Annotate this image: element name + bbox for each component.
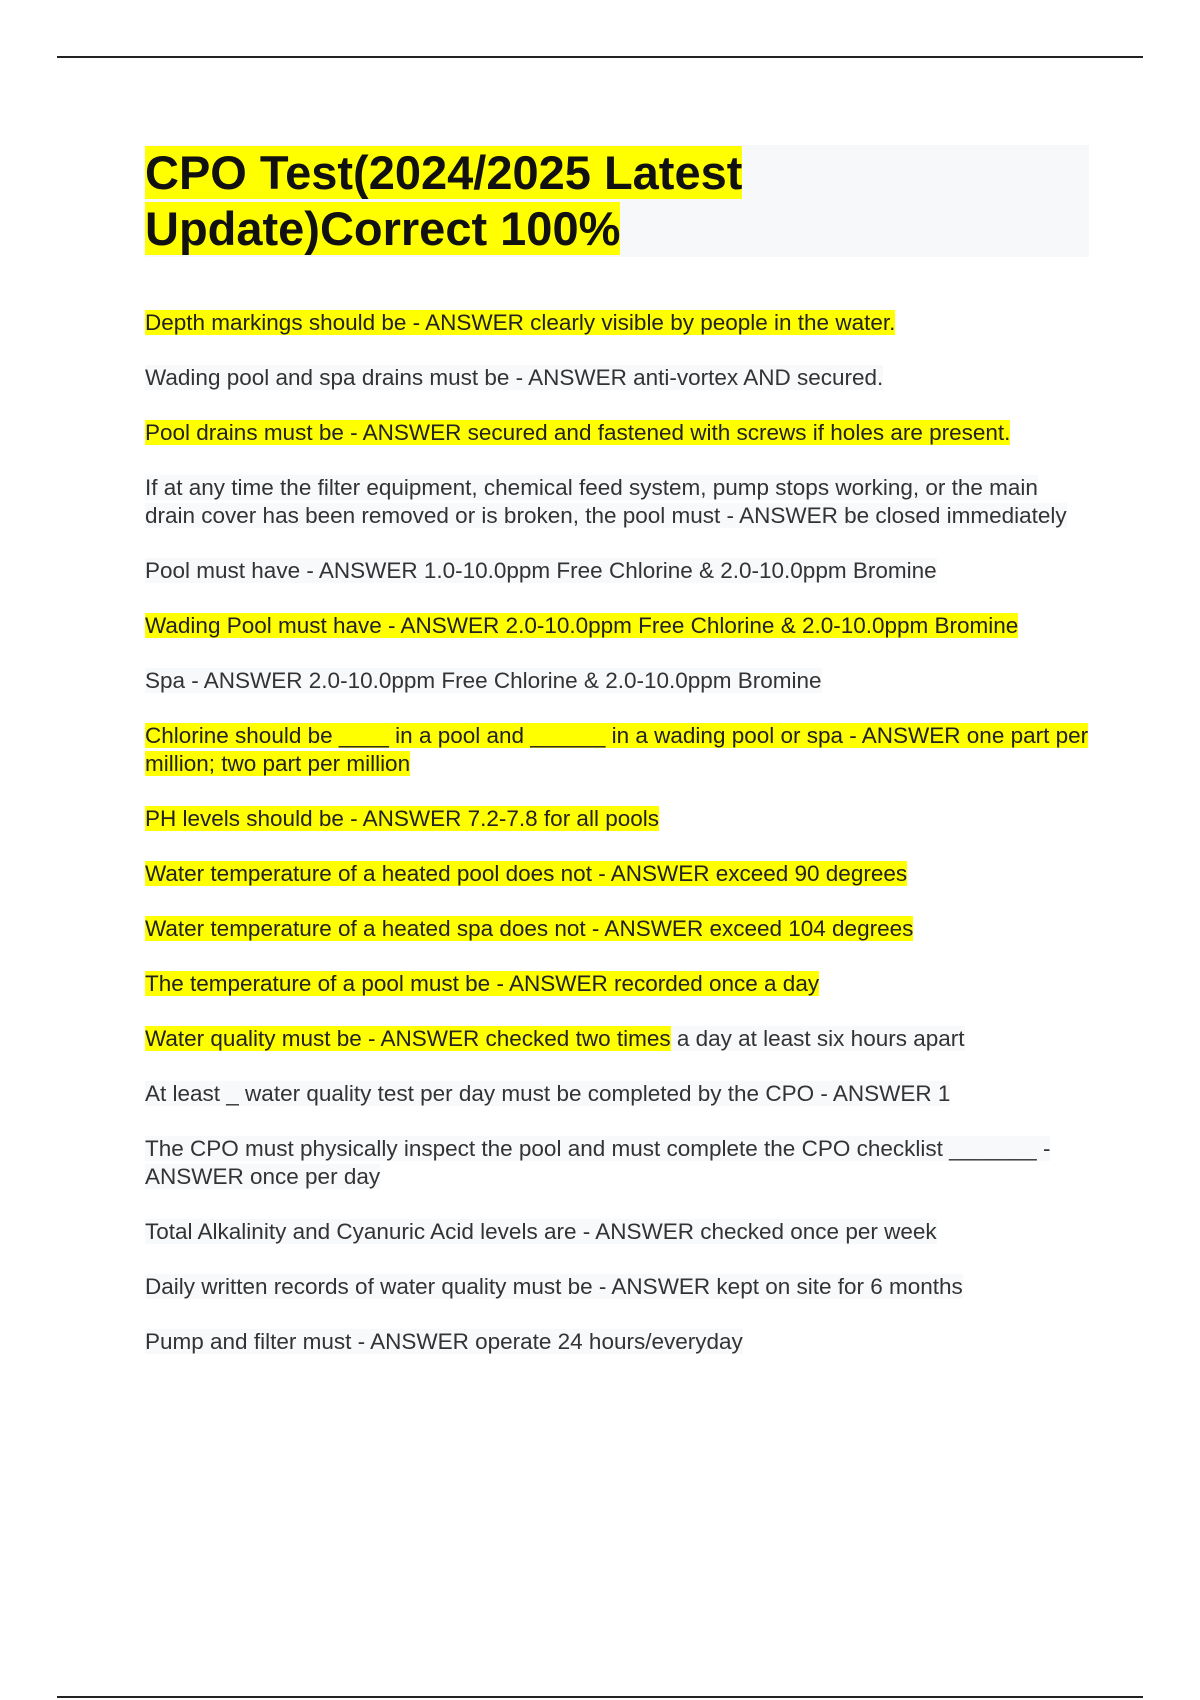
qa-item-text-tail: a day at least six hours apart (670, 1026, 965, 1051)
qa-item-text: At least _ water quality test per day must be completed by the CPO - ANSWER 1 (145, 1081, 951, 1106)
qa-item-text-highlighted: Water quality must be - ANSWER checked two times (145, 1026, 671, 1051)
qa-item (145, 309, 1089, 337)
document-title-line-2: Update)Correct 100% (145, 202, 621, 255)
qa-item (145, 474, 1089, 530)
qa-item-text: Spa - ANSWER 2.0-10.0ppm Free Chlorine & 2.0-10.0ppm Bromine (145, 668, 822, 693)
qa-item (145, 970, 1089, 998)
qa-item-text-highlighted: PH levels should be - ANSWER 7.2-7.8 for all pools (145, 806, 659, 831)
qa-item-text: The CPO must physically inspect the pool and must complete the CPO checklist _______ - ANSWER once per day (145, 1136, 1051, 1189)
qa-item-text: Total Alkalinity and Cyanuric Acid levels are - ANSWER checked once per week (145, 1219, 937, 1244)
qa-item (145, 364, 1089, 392)
header-rule (57, 56, 1143, 58)
qa-item (145, 1328, 1089, 1356)
qa-item (145, 612, 1089, 640)
qa-item (145, 1080, 1089, 1108)
qa-item-text-highlighted: Depth markings should be - ANSWER clearly visible by people in the water. (145, 310, 896, 335)
qa-item (145, 1135, 1089, 1191)
qa-item (145, 1273, 1089, 1301)
footer-rule (57, 1696, 1143, 1698)
qa-item-text: Daily written records of water quality must be - ANSWER kept on site for 6 months (145, 1274, 963, 1299)
qa-item-text-highlighted: Water temperature of a heated pool does not - ANSWER exceed 90 degrees (145, 861, 908, 886)
qa-item-text: Wading pool and spa drains must be - ANSWER anti-vortex AND secured. (145, 365, 884, 390)
qa-item (145, 805, 1089, 833)
title-block (145, 145, 1089, 257)
qa-item (145, 557, 1089, 585)
qa-item (145, 722, 1089, 778)
qa-item (145, 1025, 1089, 1053)
qa-list (145, 309, 1089, 1383)
qa-item-text-highlighted: Pool drains must be - ANSWER secured and fastened with screws if holes are present. (145, 420, 1011, 445)
qa-item-text: If at any time the filter equipment, chemical feed system, pump stops working, or the main drain cover has been removed or is broken, the pool must - ANSWER be closed immediately (145, 475, 1067, 528)
qa-item-text-highlighted: Water temperature of a heated spa does not - ANSWER exceed 104 degrees (145, 916, 914, 941)
qa-item-text: Pool must have - ANSWER 1.0-10.0ppm Free Chlorine & 2.0-10.0ppm Bromine (145, 558, 937, 583)
document-title-line-1: CPO Test(2024/2025 Latest (145, 146, 743, 199)
qa-item (145, 1218, 1089, 1246)
qa-item-text-highlighted: Chlorine should be ____ in a pool and ______ in a wading pool or spa - ANSWER one part per million; two part per million (145, 723, 1089, 776)
qa-item-text-highlighted: Wading Pool must have - ANSWER 2.0-10.0ppm Free Chlorine & 2.0-10.0ppm Bromine (145, 613, 1019, 638)
qa-item (145, 667, 1089, 695)
qa-item (145, 860, 1089, 888)
document-title (145, 145, 1089, 257)
qa-item (145, 419, 1089, 447)
qa-item-text: Pump and filter must - ANSWER operate 24 hours/everyday (145, 1329, 743, 1354)
qa-item-text-highlighted: The temperature of a pool must be - ANSWER recorded once a day (145, 971, 820, 996)
qa-item (145, 915, 1089, 943)
